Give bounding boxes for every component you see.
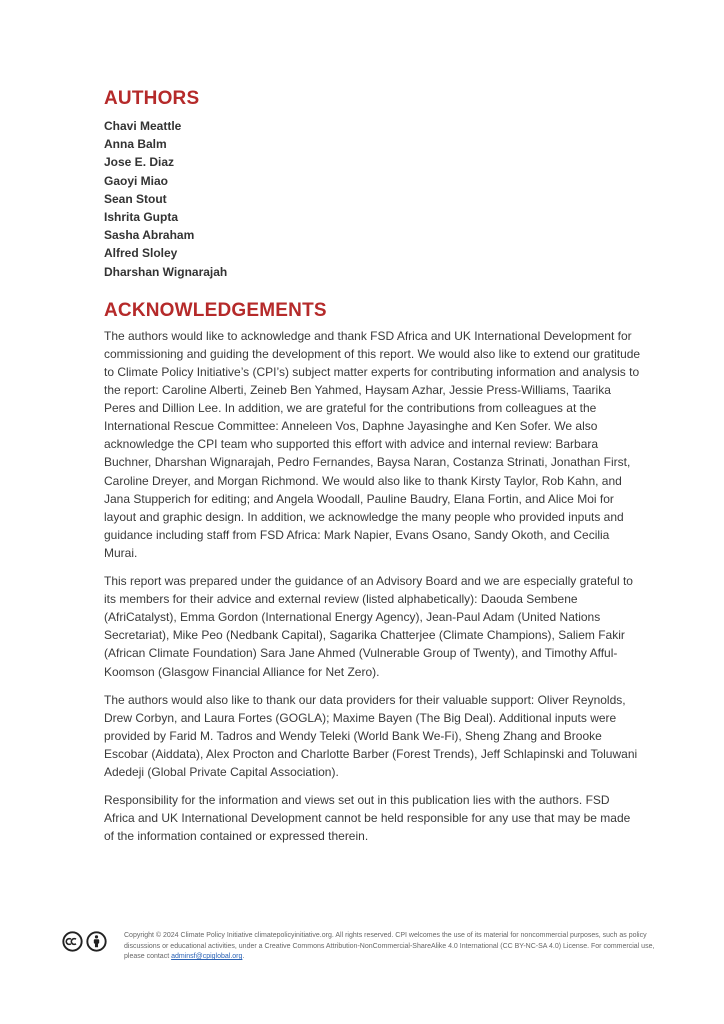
footer [62, 931, 662, 971]
copyright-trailing: . [242, 953, 245, 960]
acknowledgements-paragraph: Responsibility for the information and views set out in this publication lies with the authors. FSD Africa and UK International Development cannot be held responsible for any use that may be made of the information contained or expressed therein. [104, 793, 631, 844]
acknowledgements-body [104, 327, 642, 846]
contact-email-link[interactable]: adminsf@cpiglobal.org [171, 953, 243, 960]
acknowledgements-paragraph: The authors would also like to thank our data providers for their valuable support: Oliver Reynolds, Drew Corbyn, and Laura Fortes (GOGLA); Maxime Bayen (The Big Deal). Additional inputs were provided by Farid M. Tadros and Wendy Teleki (World Bank We-Fi), Sheng Zhang and Brooke Escobar (Aiddata), Alex Procton and Charlotte Barber (Forest Trends), Jeff Schlapinski and Toluwani Adedeji (Global Private Capital Association). [104, 692, 638, 779]
author-name: Gaoyi Miao [104, 173, 169, 188]
authors-list [104, 117, 642, 281]
creative-commons-icon [62, 931, 83, 952]
acknowledgements-heading: ACKNOWLEDGEMENTS [104, 299, 327, 321]
author-name: Ishrita Gupta [104, 210, 179, 225]
author-name: Chavi Meattle [104, 119, 182, 133]
acknowledgements-paragraph: The authors would like to acknowledge and thank FSD Africa and UK International Development for commissioning and guiding the development of this report. We would also like to extend our gratitude to Climate Policy Initiative’s (CPI’s) subject matter experts for contributing information and analysis to the report: Caroline Alberti, Zeineb Ben Yahmed, Haysam Azhar, Jessie Press-Williams, Taarika Peres and Dillion Lee. In addition, we are grateful for the contributions from colleagues at the International Rescue Committee: Anneleen Vos, Daphne Jayasinghe and Ken Sofer. We also acknowledge the CPI team who supported this effort with advice and internal review: Barbara Buchner, Dharshan Wignarajah, Pedro Fernandes, Baysa Naran, Costanza Strinati, Jonathan First, Caroline Dreyer, and Morgan Richmond. We would also like to thank Kirsty Taylor, Rob Kahn, and Jana Stupperich for editing; and Angela Woodall, Pauline Baudry, Elana Fortin, and Alice Moi for layout and graphic design. In addition, we acknowledge the many people who provided inputs and guidance including staff from FSD Africa: Mark Napier, Evans Osano, Sandy Okoth, and Cecilia Murai. [104, 328, 641, 560]
author-name: Anna Balm [104, 137, 167, 152]
author-name: Sean Stout [104, 191, 167, 206]
attribution-icon [86, 931, 107, 952]
document-page [104, 86, 642, 855]
author-name: Alfred Sloley [104, 246, 178, 261]
license-icons [62, 931, 107, 952]
author-name: Dharshan Wignarajah [104, 264, 228, 279]
copyright-notice [124, 931, 660, 963]
authors-heading: AUTHORS [104, 88, 200, 109]
acknowledgements-paragraph: This report was prepared under the guidance of an Advisory Board and we are especially grateful to its members for their advice and external review (listed alphabetically): Daouda Sembene (AfriCatalyst), Emma Gordon (International Energy Agency), Jean-Paul Adam (United Nations Secretariat), Mike Peo (Nedbank Capital), Sagarika Chatterjee (Climate Champions), Saliem Fakir (African Climate Foundation) Sara Jane Ahmed (Vulnerable Group of Twenty), and Timothy Afful-Koomson (Glasgow Financial Alliance for Net Zero). [104, 574, 633, 679]
copyright-text: Copyright © 2024 Climate Policy Initiative climatepolicyinitiative.org. All rights reserved. CPI welcomes the use of its material for noncommercial purposes, such as policy discussions or educational activities, under a Creative Commons Attribution-NonCommercial-ShareAlike 4.0 International (CC BY-NC-SA 4.0) License. For commercial use, please contact [124, 932, 655, 960]
author-name: Sasha Abraham [104, 228, 195, 243]
author-name: Jose E. Diaz [104, 155, 175, 170]
